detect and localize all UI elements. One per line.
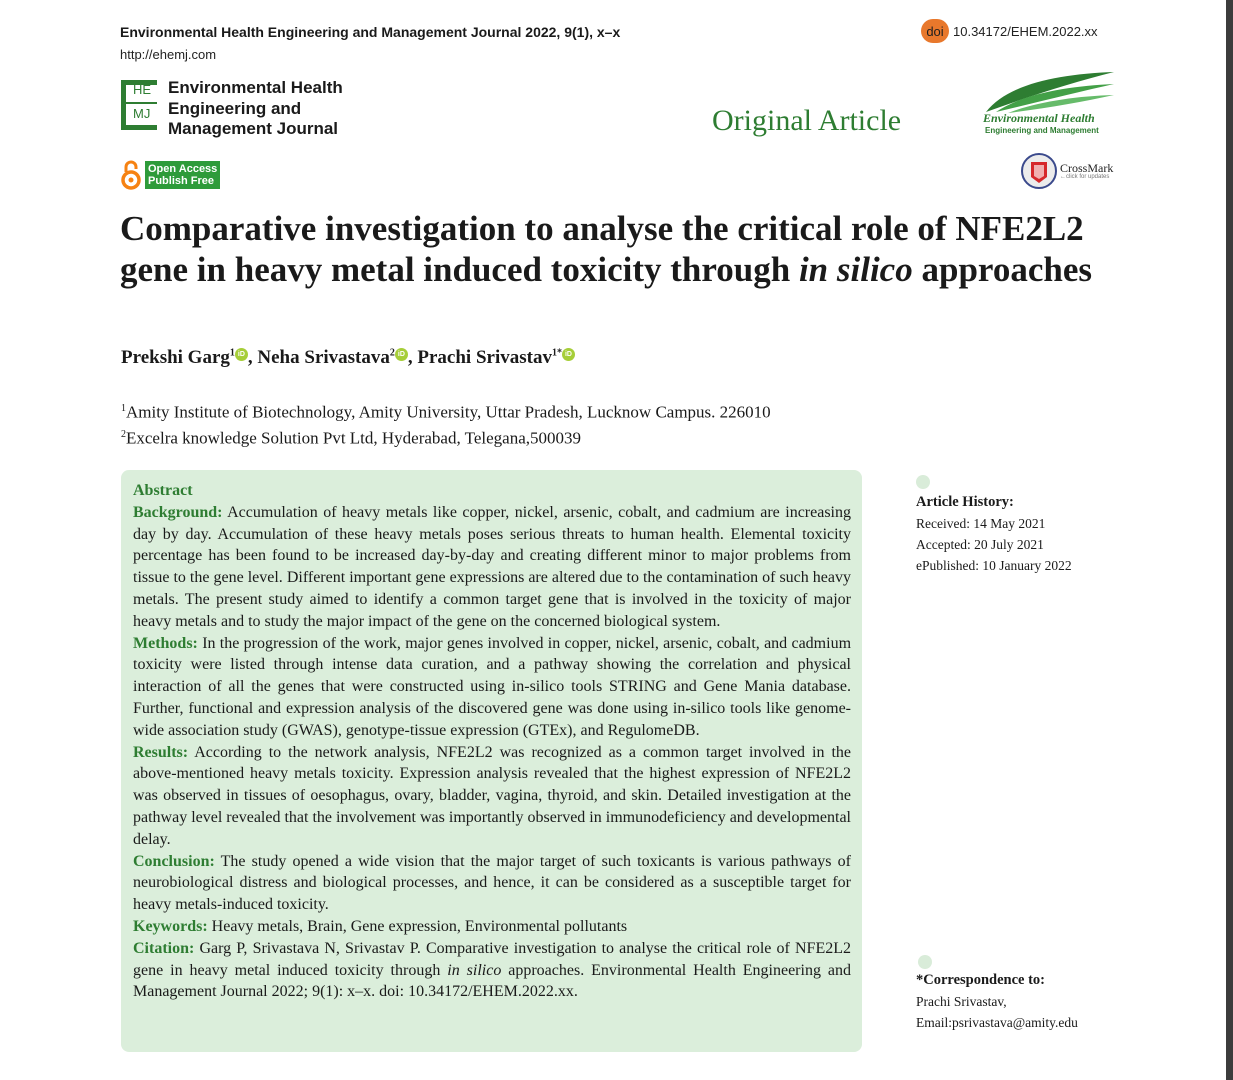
affiliations [121, 398, 771, 449]
affiliation-2-sup: 2 [121, 428, 126, 440]
conclusion-text: The study opened a wide vision that the major target of such toxicants is various pathways of neurobiological distress and biological processes, and hence, it can be considered as a susceptible target for heavy metals-induced toxicity. [133, 852, 851, 914]
logo-journal-name [168, 78, 343, 140]
open-access-line1: Open Access [148, 163, 218, 175]
logo-divider [126, 102, 157, 104]
abstract-heading-text: Abstract [133, 482, 193, 499]
results-label: Results: [133, 743, 189, 761]
logo-name-line1: Environmental Health [168, 78, 343, 97]
affiliation-1-text: Amity Institute of Biotechnology, Amity University, Uttar Pradesh, Lucknow Campus. 226010 [126, 402, 771, 422]
history-heading: Article History: [916, 494, 1014, 510]
author-3-affil: 1* [551, 347, 562, 359]
open-access-badge[interactable] [121, 160, 220, 190]
history-epublished: ePublished: 10 January 2022 [916, 558, 1072, 573]
orcid-icon[interactable]: iD [235, 348, 248, 361]
author-3-name: , Prachi Srivastav [407, 347, 552, 368]
title-part2: approaches [912, 250, 1092, 289]
abstract-background [133, 502, 851, 633]
author-list [121, 347, 575, 369]
affiliation-1 [121, 398, 771, 424]
orcid-icon[interactable]: iD [395, 348, 408, 361]
crossmark-sub: ←click for updates [1060, 173, 1110, 180]
logo-name-line2: Engineering and [168, 98, 302, 118]
ehem-logo-subtitle: Engineering and Management [985, 126, 1099, 135]
abstract-citation [133, 938, 851, 1003]
history-bullet-icon [916, 475, 930, 489]
keywords-text: Heavy metals, Brain, Gene expression, Environmental pollutants [211, 917, 628, 935]
abstract-heading [133, 480, 851, 502]
correspondence-name: Prachi Srivastav, [916, 994, 1007, 1009]
ehem-logo-name: Environmental Health [983, 111, 1095, 125]
background-text: Accumulation of heavy metals like copper, nickel, arsenic, cobalt, and cadmium are increasing day by day. Accumulation of these heavy metals poses serious threats to human health. Elemental toxicity percentage has been found to be increased day-by-day and creating different minor to major problems from tissue to the gene level. Different important gene expressions are altered due to the contamination of such heavy metals. The present study aimed to identify a common target gene that is involved in the toxicity of major heavy metals and to study the major impact of the gene on the concerned biological system. [133, 503, 851, 630]
affiliation-2 [121, 424, 771, 450]
doi-link[interactable]: 10.34172/EHEM.2022.xx [953, 23, 1098, 39]
ehem-logo [978, 68, 1118, 140]
history-accepted: Accepted: 20 July 2021 [916, 537, 1044, 552]
correspondence-heading: *Correspondence to: [916, 972, 1046, 988]
background-label: Background: [133, 503, 223, 521]
wave-logo-icon [978, 68, 1118, 114]
correspondence-email[interactable]: Email:psrivastava@amity.edu [916, 1015, 1078, 1030]
crossmark-icon [1021, 152, 1057, 190]
citation-italic: in silico [447, 961, 502, 979]
affiliation-2-text: Excelra knowledge Solution Pvt Ltd, Hyderabad, Telegana,500039 [126, 428, 582, 448]
doi-icon: doi [921, 19, 949, 43]
author-2-name: , Neha Srivastava [247, 347, 390, 368]
open-access-lock-icon [121, 160, 141, 190]
affiliation-1-sup: 1 [121, 403, 126, 414]
doi-block[interactable] [921, 19, 1098, 43]
abstract-conclusion [133, 851, 851, 916]
logo-he: HE [133, 82, 152, 97]
open-access-text [145, 161, 220, 189]
abstract-keywords [133, 916, 851, 938]
author-1-affil: 1 [229, 347, 235, 359]
keywords-label: Keywords: [133, 917, 208, 935]
title-part1: Comparative investigation to analyse the critical role of NFE2L2 gene in heavy metal induced toxicity through [120, 209, 1084, 289]
article-history [916, 492, 1072, 576]
article-type-label: Original Article [712, 104, 902, 137]
logo-name-line3: Management Journal [168, 119, 339, 138]
crossmark-badge[interactable] [1021, 152, 1113, 190]
journal-logo [121, 78, 361, 138]
conclusion-label: Conclusion: [133, 852, 215, 870]
abstract-results [133, 742, 851, 851]
logo-mj: MJ [133, 106, 151, 121]
crossmark-text [1060, 160, 1114, 180]
citation-part1: Garg P, Srivastava N, Srivastav P. Comparative investigation to analyse the critical role of NFE2L2 gene in heavy metal induced toxicity through [133, 939, 852, 979]
results-text: According to the network analysis, NFE2L2 was recognized as a common target involved in the above-mentioned heavy metals toxicity. Expression analysis revealed that the highest expression of NFE2L2 was observed in tissues of oesophagus, ovary, bladder, vagina, thyroid, and skin. Detailed investigation at the pathway level revealed that the involvement was importantly observed in immunodeficiency and developmental delay. [133, 743, 851, 848]
abstract-methods [133, 633, 851, 742]
author-1-name: Prekshi Garg [121, 347, 230, 368]
methods-text: In the progression of the work, major genes involved in copper, nickel, arsenic, cobalt, and cadmium toxicity were listed through intense data curation, and a pathway showing the correlation and physical interaction of all the genes that were constructed using in-silico tools STRING and Gene Mania database. Further, functional and expression analysis of the discovered gene was done using in-silico tools like genome-wide association study (GWAS), genotype-tissue expression (GTEx), and RegulomeDB. [133, 634, 852, 739]
journal-citation-line: Environmental Health Engineering and Management Journal 2022, 9(1), x–x [120, 24, 621, 40]
journal-url[interactable]: http://ehemj.com [120, 47, 217, 62]
open-access-line2: Publish Free [148, 175, 215, 187]
correspondence-bullet-icon [918, 955, 932, 969]
citation-part2: approaches. Environmental Health Engineering and Management Journal 2022; 9(1): x–x. doi: 10.34172/EHEM.2022.xx. [133, 961, 851, 1001]
methods-label: Methods: [133, 634, 198, 652]
history-received: Received: 14 May 2021 [916, 516, 1046, 531]
orcid-icon[interactable]: iD [562, 348, 575, 361]
abstract-box [121, 470, 862, 1052]
author-2-affil: 2 [389, 347, 395, 359]
article-title [120, 208, 1120, 290]
title-italic: in silico [798, 250, 913, 289]
citation-label: Citation: [133, 939, 195, 957]
correspondence [916, 970, 1078, 1033]
crossmark-label: CrossMark [1060, 160, 1114, 175]
